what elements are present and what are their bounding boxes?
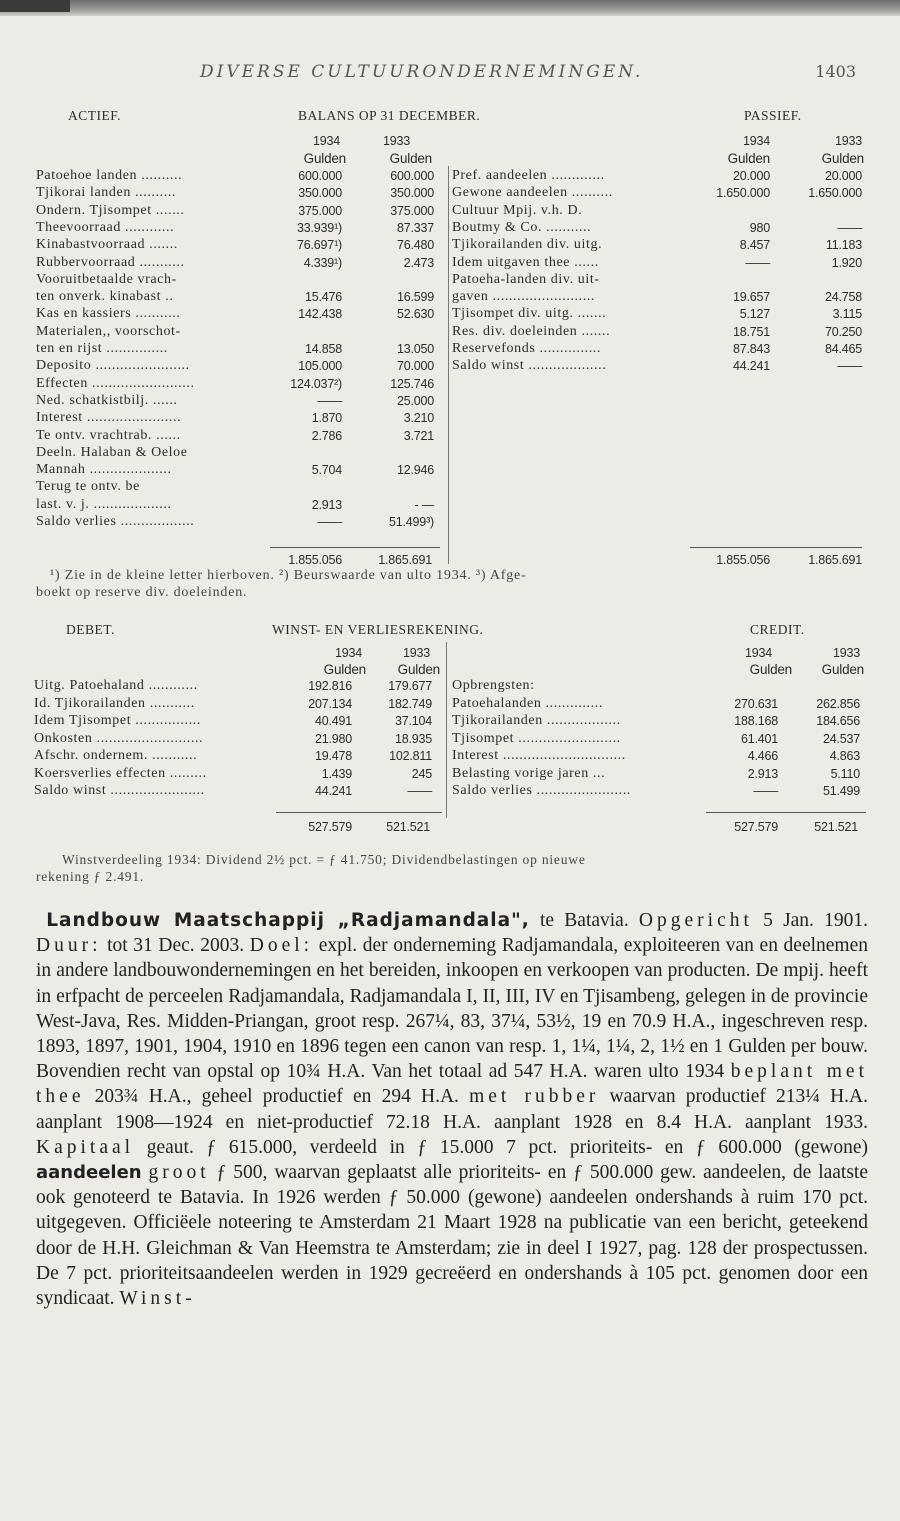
actief-row-value-1933: 13.050	[396, 342, 434, 356]
article-emphasis: Duur:	[36, 935, 102, 957]
actief-row-label: Mannah ....................	[36, 462, 172, 478]
debet-row-value-1934: 40.491	[314, 714, 352, 728]
actief-row-label: Patoehoe landen ..........	[36, 168, 183, 183]
passief-unit-1: Gulden	[727, 151, 770, 166]
article-emphasis: Opgericht	[638, 910, 753, 931]
actief-row-value-1933: 12.946	[396, 463, 434, 478]
passief-row-label: Saldo winst ...................	[452, 358, 607, 374]
actief-row-value-1933: - —	[414, 497, 434, 512]
article-emphasis: Winst-	[119, 1288, 196, 1310]
balance-divider	[448, 166, 449, 564]
actief-row-value-1934: 4.339¹)	[303, 255, 342, 270]
passief-row-value-1934: 44.241	[732, 359, 770, 374]
article-emphasis: groot	[148, 1162, 210, 1184]
credit-row-value-1934: 61.401	[740, 731, 778, 746]
passief-row-value-1933: 24.758	[824, 290, 862, 305]
debet-unit-1: Gulden	[323, 662, 366, 677]
article-emphasis: beplant met thee	[36, 1061, 868, 1108]
article-text: tot 31 Dec. 2003.	[101, 935, 250, 957]
debet-row-value-1934: 207.134	[308, 696, 352, 711]
debet-row-value-1934: 21.980	[314, 731, 352, 746]
article-text: waarvan productief 213¼ H.A. aanplant 1908—1924 en niet-productief 72.18 H.A. aanplant 1928 en 8.4 H.A. aanplant 1933.	[36, 1086, 869, 1133]
debet-year-1933: 1933	[402, 646, 430, 660]
passief-row-value-1933: 1.920	[831, 255, 862, 270]
debet-row-value-1933: 18.935	[394, 731, 432, 746]
article-emphasis: met rubber	[469, 1086, 600, 1108]
actief-unit-2: Gulden	[389, 151, 432, 166]
article-text	[142, 1162, 149, 1183]
actief-row-label: Effecten .........................	[36, 375, 195, 391]
actief-heading: ACTIEF.	[68, 108, 122, 123]
actief-row-label: Saldo verlies ..................	[36, 514, 195, 529]
balance-title: BALANS OP 31 DECEMBER.	[298, 108, 481, 123]
credit-total-1934: 527.579	[734, 820, 778, 834]
passief-row-value-1934: ——	[745, 255, 770, 270]
credit-row-value-1934: 2.913	[747, 766, 778, 781]
actief-total-rule	[270, 547, 440, 548]
actief-row-value-1934: 124.037²)	[290, 376, 342, 391]
passief-total-rule	[690, 547, 862, 548]
passief-row-value-1934: 1.650.000	[716, 186, 770, 201]
debet-row-value-1934: 44.241	[314, 784, 352, 798]
passief-row-value-1934: 980	[749, 220, 770, 235]
passief-row-label: Pref. aandeelen .............	[452, 168, 605, 183]
passief-heading: PASSIEF.	[744, 108, 802, 123]
passief-total-1934: 1.855.056	[716, 553, 770, 567]
actief-row-value-1934: 15.476	[304, 290, 342, 305]
actief-row-label: Interest .......................	[36, 410, 182, 426]
pnl-title: WINST- EN VERLIESREKENING.	[272, 622, 484, 637]
passief-row-label: Cultuur Mpij. v.h. D.	[452, 202, 583, 218]
actief-row-label: Tjikorai landen ..........	[36, 185, 177, 201]
passief-row-label: Tjikorailanden div. uitg.	[452, 237, 603, 253]
debet-row-value-1934: 1.439	[321, 766, 352, 781]
passief-row-label: Tjisompet div. uitg. .......	[452, 306, 607, 322]
credit-row-value-1933: 51.499	[822, 784, 860, 798]
actief-row-value-1934: 142.438	[298, 307, 342, 322]
credit-row-value-1933: 184.656	[816, 714, 860, 728]
passief-row-value-1933: 1.650.000	[808, 186, 862, 201]
credit-row-label: Patoehalanden ..............	[452, 695, 603, 711]
actief-row-value-1933: 76.480	[396, 238, 434, 253]
article-text: ƒ 500, waarvan geplaatst alle prioriteits- en ƒ 500.000 gew. aandeelen, de laatste ook genoteerd te Batavia. In 1926 werden ƒ 50.000 (gewone) aandeelen ondershands à ruim 170 pct. uitgegeven. Officiëele noteering te Amsterdam 21 Maart 1928 na publicatie van een bericht, geteekend door de H.H. Gleichman & Van Heemstra te Amsterdam; zie in deel I 1927, pag. 128 der prospectussen. De 7 pct. prioriteitsaandeelen werden in 1929 gecreëerd en ondershands à 105 pct. genomen door een syndicaat.	[36, 1162, 868, 1310]
passief-row-value-1933: 20.000	[824, 169, 862, 183]
company-name: Landbouw Maatschappij „Radjamandala",	[46, 910, 530, 931]
debet-row-value-1933: 182.749	[388, 696, 432, 711]
actief-row-value-1934: 5.704	[311, 463, 342, 478]
passief-row-value-1934: 19.657	[732, 290, 770, 305]
credit-row-value-1934: ——	[753, 784, 778, 798]
actief-row-value-1933: 600.000	[390, 169, 434, 183]
running-title: DIVERSE CULTUURONDERNEMINGEN.	[200, 62, 644, 82]
passief-row-label: gaven .........................	[452, 289, 596, 305]
debet-row-label: Id. Tjikorailanden ...........	[34, 695, 195, 711]
passief-row-value-1933: 3.115	[832, 307, 862, 322]
debet-row-label: Saldo winst .......................	[34, 783, 205, 798]
actief-row-label: Theevoorraad ............	[36, 219, 175, 235]
credit-unit-2: Gulden	[821, 662, 864, 677]
actief-row-value-1934: 350.000	[298, 186, 342, 201]
passief-year-1933: 1933	[834, 134, 862, 148]
passief-row-value-1934: 5.127	[739, 307, 770, 322]
passief-row-value-1933: ——	[837, 220, 862, 235]
credit-year-1933: 1933	[832, 646, 860, 660]
passief-row-label: Reservefonds ...............	[452, 341, 601, 356]
debet-row-value-1933: 102.811	[389, 749, 432, 763]
actief-row-value-1934: ——	[317, 515, 342, 529]
actief-row-label: ten onverk. kinabast ..	[36, 289, 174, 305]
actief-row-value-1933: 87.337	[396, 220, 434, 235]
credit-row-value-1934: 4.466	[747, 749, 778, 763]
article-text: 203¾ H.A., geheel productief en 294 H.A.	[84, 1086, 470, 1108]
passief-unit-2: Gulden	[821, 151, 864, 166]
actief-row-value-1934: 600.000	[298, 169, 342, 183]
debet-row-value-1933: 179.677	[388, 679, 432, 693]
debet-row-label: Uitg. Patoehaland ............	[34, 678, 198, 693]
debet-row-label: Onkosten ..........................	[34, 730, 204, 746]
actief-row-label: Deeln. Halaban & Oeloe	[36, 444, 188, 460]
credit-row-value-1933: 262.856	[816, 696, 860, 711]
page-number: 1403	[815, 62, 856, 81]
actief-row-value-1934: 14.858	[304, 342, 342, 356]
passief-row-value-1933: 84.465	[824, 342, 862, 356]
debet-unit-2: Gulden	[397, 662, 440, 677]
pnl-divider	[446, 642, 447, 818]
passief-row-label: Gewone aandeelen ..........	[452, 185, 613, 201]
actief-row-value-1934: 76.697¹)	[297, 238, 342, 253]
actief-row-label: Deposito .......................	[36, 358, 190, 374]
article-text: expl. der onderneming Radjamandala, exploiteeren van en deelnemen in andere landbouwondernemingen en het bereiden, inkoopen en verkoopen van producten. De mpij. heeft in erfpacht de perceelen Radjamandala, Radjamandala I, II, III, IV en Tjisambeng, gelegen in de provincie West-Java, Res. Midden-Priangan, groot resp. 267¼, 83, 37¼, 53½, 19 en 70.9 H.A., ingeschreven resp. 1893, 1897, 1901, 1904, 1910 en 1896 tegen een canon van resp. 1, 1¼, 1¼, 2, 1½ en 1 Gulden per bouw. Bovendien recht van opstal op 10¾ H.A. Van het totaal ad 547 H.A. waren ulto 1934	[36, 935, 869, 1083]
credit-total-1933: 521.521	[814, 820, 858, 834]
article-emphasis: Kapitaal	[36, 1136, 135, 1158]
actief-row-label: Terug te ontv. be	[36, 479, 140, 495]
actief-row-value-1934: ——	[317, 393, 342, 408]
credit-row-value-1933: 24.537	[822, 731, 860, 746]
credit-row-value-1933: 5.110	[830, 766, 860, 781]
profit-distribution-note-2: rekening ƒ 2.491.	[36, 869, 145, 884]
actief-row-label: Materialen,, voorschot-	[36, 323, 181, 339]
actief-row-value-1934: 2.913	[311, 497, 342, 512]
passief-row-value-1933: 70.250	[824, 324, 862, 339]
debet-row-value-1933: ——	[407, 784, 432, 798]
passief-row-value-1934: 18.751	[732, 324, 770, 339]
passief-row-label: Patoeha-landen div. uit-	[452, 271, 600, 287]
actief-row-label: Kinabastvoorraad .......	[36, 237, 178, 253]
debet-heading: DEBET.	[66, 622, 115, 637]
actief-total-1933: 1.865.691	[378, 553, 432, 567]
actief-row-label: Ned. schatkistbilj. ......	[36, 392, 178, 408]
debet-row-label: Koersverlies effecten .........	[34, 765, 207, 781]
credit-row-label: Interest ..............................	[452, 748, 626, 763]
article-text: 5 Jan. 1901.	[752, 910, 869, 931]
actief-row-value-1934: 375.000	[298, 203, 342, 218]
credit-row-value-1934: 188.168	[734, 714, 778, 728]
passief-row-value-1934: 20.000	[732, 169, 770, 183]
debet-year-1934: 1934	[334, 646, 362, 660]
debet-row-value-1934: 192.816	[308, 679, 352, 693]
article-emphasis: Doel:	[249, 935, 314, 957]
credit-total-rule	[706, 812, 866, 813]
actief-row-value-1934: 105.000	[298, 359, 342, 374]
passief-total-1933: 1.865.691	[808, 553, 862, 567]
credit-row-label: Belasting vorige jaren ...	[452, 765, 606, 781]
passief-row-value-1934: 8.457	[739, 238, 770, 253]
credit-row-label: Tjikorailanden ..................	[452, 713, 621, 728]
credit-unit-1: Gulden	[749, 662, 792, 677]
debet-total-1934: 527.579	[308, 820, 352, 834]
actief-year-1934: 1934	[312, 134, 340, 148]
actief-row-value-1933: 2.473	[403, 255, 434, 270]
debet-row-value-1933: 245	[411, 766, 432, 781]
actief-row-value-1934: 2.786	[311, 428, 342, 443]
actief-row-value-1934: 1.870	[311, 411, 342, 426]
actief-row-value-1933: 51.499³)	[389, 515, 434, 529]
balance-footnote-1: ¹) Zie in de kleine letter hierboven. ²) Beurswaarde van ulto 1934. ³) Afge-	[50, 568, 527, 583]
actief-row-label: Kas en kassiers ...........	[36, 306, 181, 322]
scan-top-edge	[0, 0, 900, 16]
article-text: geaut. ƒ 615.000, verdeeld in ƒ 15.000 7 pct. prioriteits- en ƒ 600.000 (gewone)	[134, 1136, 868, 1158]
actief-row-value-1933: 375.000	[390, 203, 434, 218]
debet-total-rule	[276, 812, 442, 813]
credit-row-label: Tjisompet .........................	[452, 730, 621, 746]
passief-row-value-1933: ——	[837, 359, 862, 374]
credit-row-value-1934: 270.631	[734, 696, 778, 711]
actief-row-value-1933: 16.599	[396, 290, 434, 305]
actief-total-1934: 1.855.056	[288, 553, 342, 567]
actief-row-value-1933: 125.746	[390, 376, 434, 391]
passief-row-value-1934: 87.843	[732, 342, 770, 356]
debet-row-value-1934: 19.478	[314, 749, 352, 763]
actief-year-1933: 1933	[382, 134, 410, 148]
debet-total-1933: 521.521	[386, 820, 430, 834]
actief-row-value-1933: 3.210	[403, 411, 434, 426]
actief-row-value-1933: 3.721	[403, 428, 434, 443]
actief-row-value-1933: 350.000	[390, 186, 434, 201]
debet-row-label: Afschr. ondernem. ...........	[34, 748, 198, 763]
article-text: te Batavia.	[529, 910, 639, 931]
debet-row-value-1933: 37.104	[394, 714, 432, 728]
profit-distribution-note-1: Winstverdeeling 1934: Dividend 2½ pct. = ƒ 41.750; Dividendbelastingen op nieuwe	[62, 852, 586, 867]
actief-row-label: Vooruitbetaalde vrach-	[36, 271, 177, 287]
actief-row-value-1933: 70.000	[396, 359, 434, 374]
balance-footnote-2: boekt op reserve div. doeleinden.	[36, 585, 248, 600]
actief-row-label: Te ontv. vrachtrab. ......	[36, 427, 181, 443]
debet-row-label: Idem Tjisompet ................	[34, 713, 201, 728]
actief-row-label: Rubbervoorraad ...........	[36, 254, 185, 270]
actief-unit-1: Gulden	[303, 151, 346, 166]
actief-row-value-1934: 33.939¹)	[297, 220, 342, 235]
credit-row-label: Opbrengsten:	[452, 678, 535, 693]
passief-row-label: Boutmy & Co. ...........	[452, 219, 592, 235]
credit-heading: CREDIT.	[750, 622, 805, 637]
passief-row-label: Idem uitgaven thee ......	[452, 254, 599, 270]
credit-row-value-1933: 4.863	[829, 749, 860, 763]
actief-row-value-1933: 52.630	[396, 307, 434, 322]
company-article	[36, 908, 868, 1311]
actief-row-label: ten en rijst ...............	[36, 341, 168, 356]
passief-row-label: Res. div. doeleinden .......	[452, 323, 611, 339]
credit-year-1934: 1934	[744, 646, 772, 660]
actief-row-label: last. v. j. ...................	[36, 496, 172, 512]
passief-year-1934: 1934	[742, 134, 770, 148]
credit-row-label: Saldo verlies .......................	[452, 783, 631, 798]
scan-blot	[0, 0, 70, 12]
actief-row-label: Ondern. Tjisompet .......	[36, 202, 185, 218]
passief-row-value-1933: 11.183	[825, 238, 862, 253]
article-bold: aandeelen	[36, 1162, 142, 1184]
actief-row-value-1933: 25.000	[396, 393, 434, 408]
